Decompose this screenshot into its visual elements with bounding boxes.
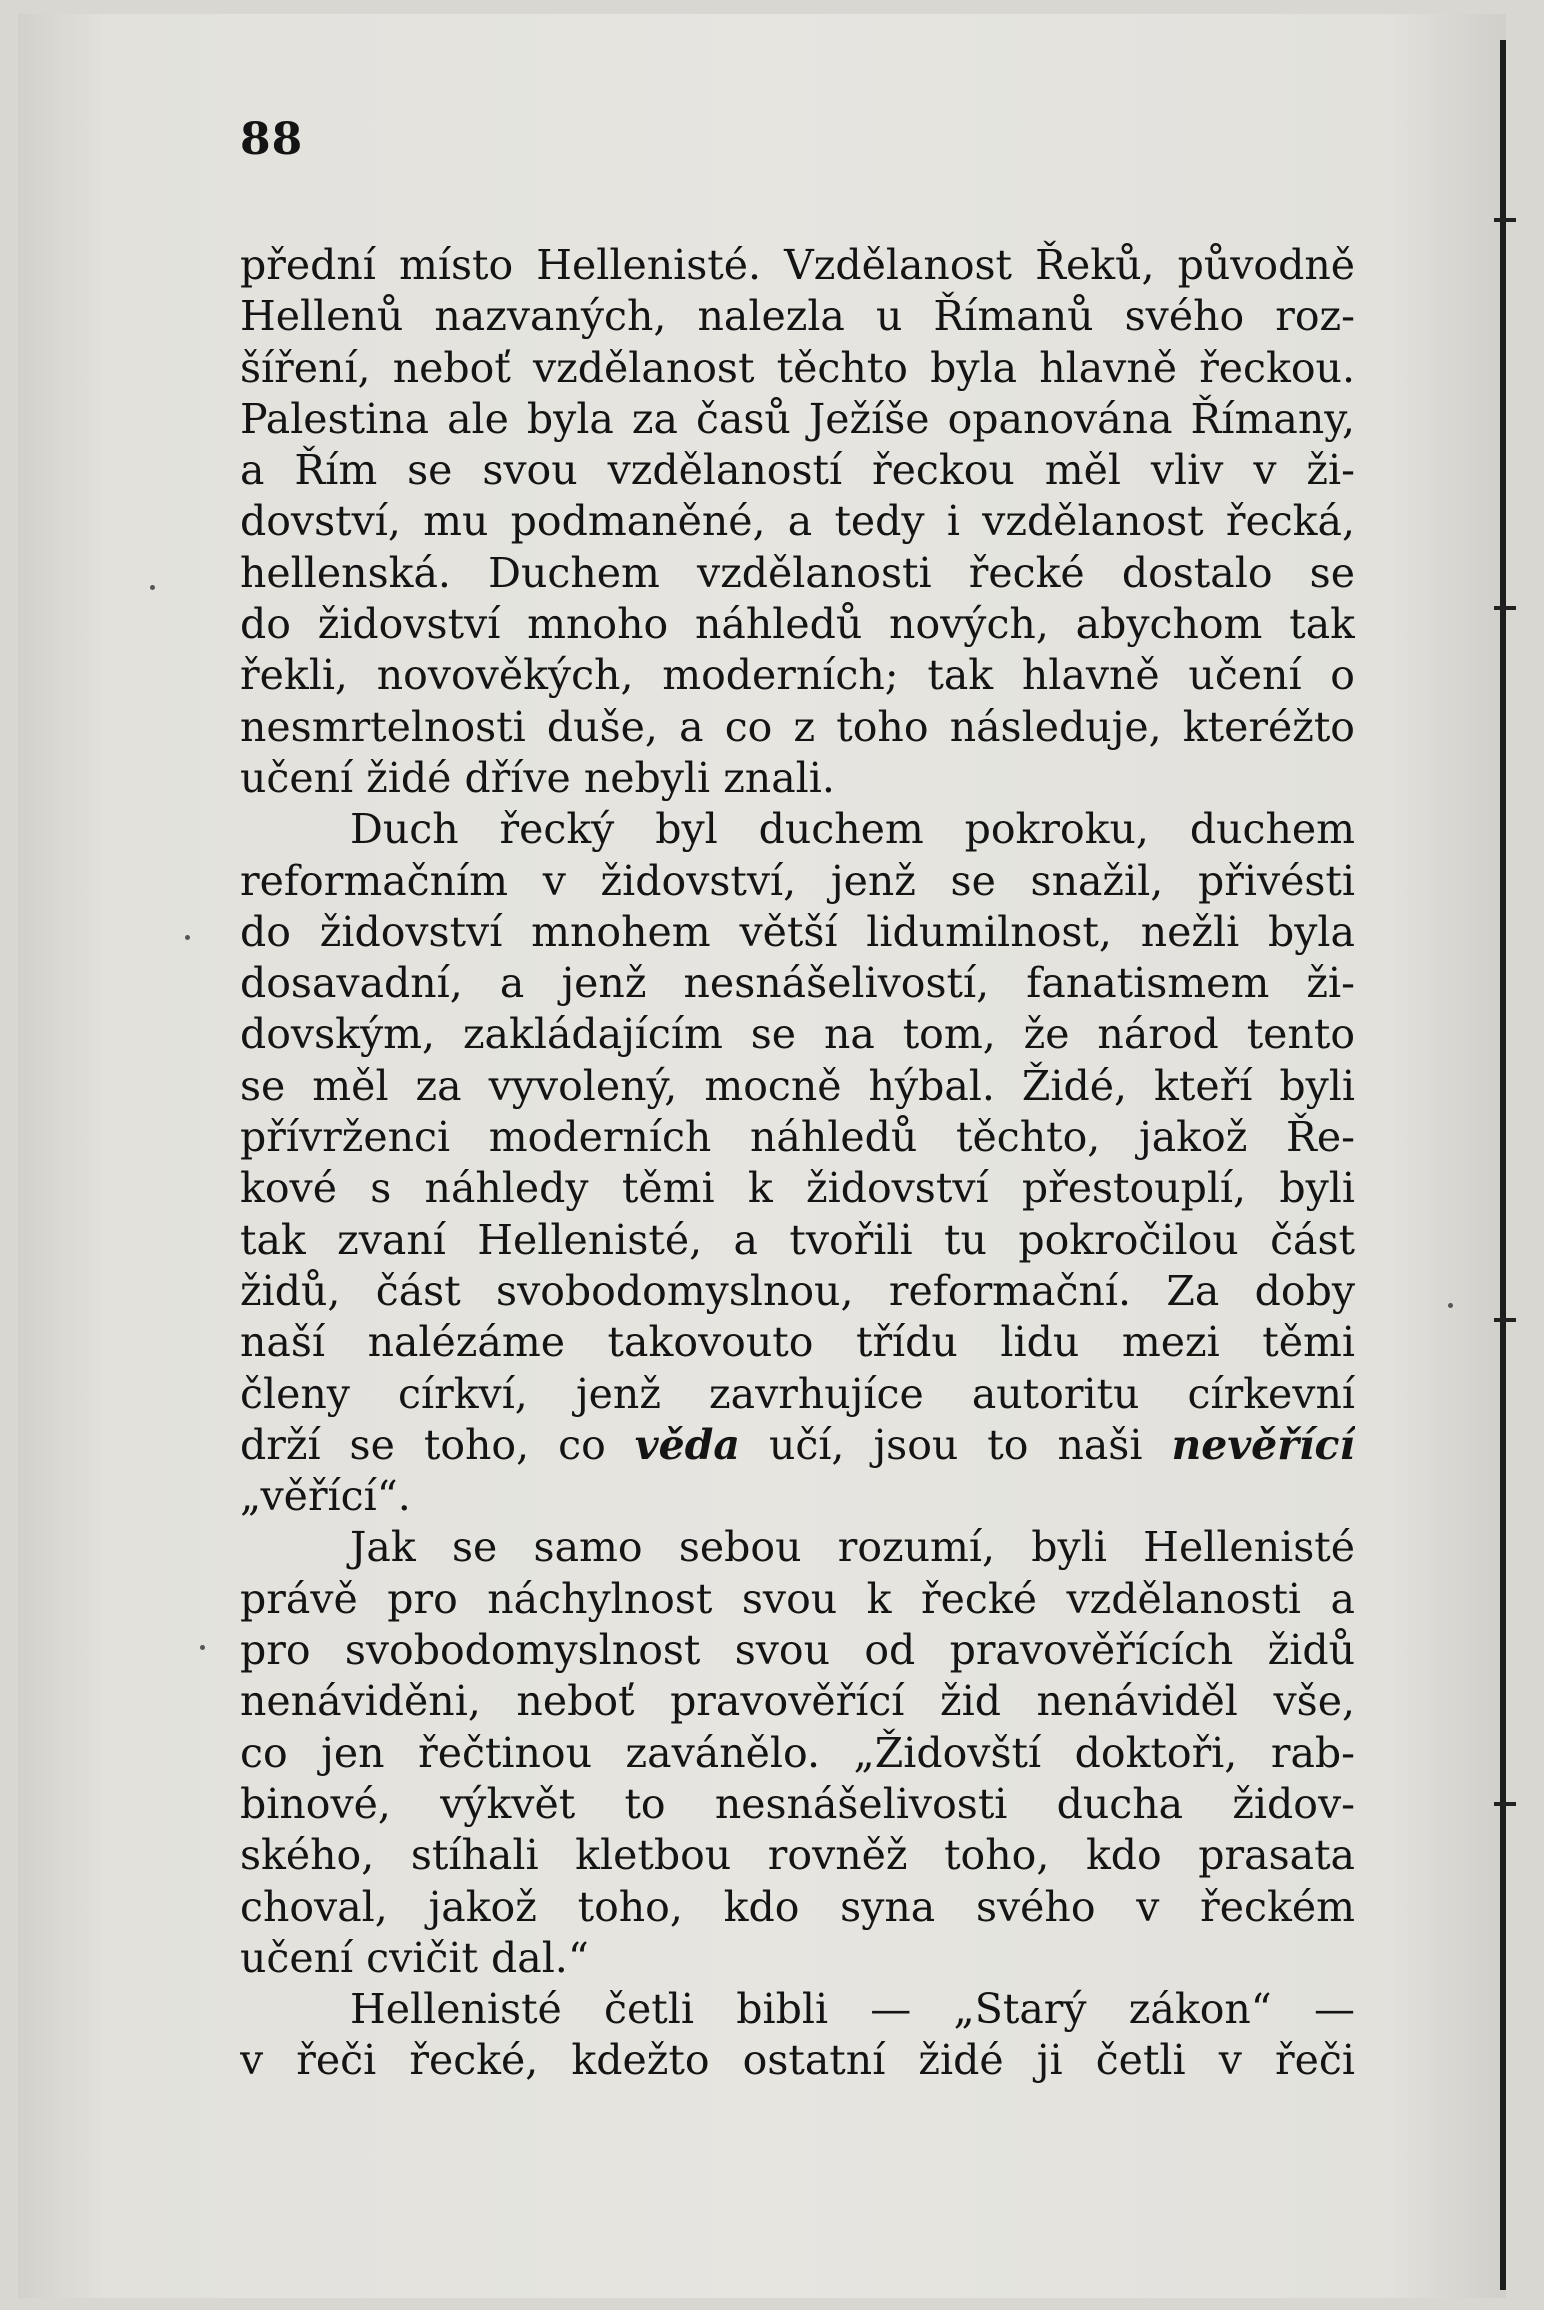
edge-mark (1494, 606, 1516, 610)
text-segment: drží se toho, co (240, 1420, 635, 1469)
text-line: tak zvaní Hellenisté, a tvořili tu pokročilou část (240, 1215, 1355, 1264)
text-line: naší nalézáme takovouto třídu lidu mezi těmi (240, 1318, 1355, 1367)
text-line: přívrženci moderních náhledů těchto, jakož Ře- (240, 1113, 1355, 1162)
text-line: právě pro náchylnost svou k řecké vzdělanosti a (240, 1574, 1355, 1623)
text-line: Hellenů nazvaných, nalezla u Římanů svého roz- (240, 292, 1355, 341)
edge-mark (1494, 1802, 1516, 1806)
edge-mark (1494, 218, 1516, 222)
text-line: Palestina ale byla za časů Ježíše opanována Římany, (240, 394, 1355, 443)
text-line: binové, výkvět to nesnášelivosti ducha židov- (240, 1779, 1355, 1828)
text-line: ského, stíhali kletbou rovněž toho, kdo prasata (240, 1831, 1355, 1880)
italic-word: věda (634, 1420, 740, 1469)
text-line: „věřící“. (240, 1472, 411, 1521)
text-line-with-italics (240, 1420, 1355, 1471)
italic-word: nevěřící (1171, 1420, 1355, 1469)
text-line: učení židé dříve nebyli znali. (240, 753, 835, 802)
scan-speck (200, 1645, 205, 1650)
body-text (240, 240, 1355, 2087)
edge-mark (1494, 1318, 1516, 1322)
text-line: učení cvičit dal.“ (240, 1933, 589, 1982)
text-line: šíření, neboť vzdělanost těchto byla hlavně řeckou. (240, 343, 1355, 392)
text-line: členy církví, jenž zavrhujíce autoritu církevní (240, 1369, 1355, 1418)
scan-speck (1448, 1303, 1453, 1308)
text-line: nenáviděni, neboť pravověřící žid nenáviděl vše, (240, 1677, 1355, 1726)
scan-speck (185, 935, 190, 940)
page-edge-shadow (1500, 40, 1506, 2290)
scan-speck (150, 585, 155, 590)
text-line: do židovství mnoho náhledů nových, abychom tak (240, 600, 1355, 649)
text-line: dovství, mu podmaněné, a tedy i vzdělanost řecká, (240, 497, 1355, 546)
text-line: v řeči řecké, kdežto ostatní židé ji četli v řeči (240, 2036, 1355, 2085)
text-line: reformačním v židovství, jenž se snažil, přivésti (240, 856, 1355, 905)
text-line: choval, jakož toho, kdo syna svého v řeckém (240, 1882, 1355, 1931)
page-number: 88 (240, 114, 304, 165)
text-line: dovským, zakládajícím se na tom, že národ tento (240, 1010, 1355, 1059)
text-line: kové s náhledy těmi k židovství přestouplí, byli (240, 1164, 1355, 1213)
text-line: řekli, novověkých, moderních; tak hlavně učení o (240, 651, 1355, 700)
text-line: dosavadní, a jenž nesnášelivostí, fanatismem ži- (240, 959, 1355, 1008)
text-line: a Řím se svou vzdělaností řeckou měl vliv v ži- (240, 446, 1355, 495)
text-line: Hellenisté četli bibli — „Starý zákon“ — (350, 1985, 1355, 2034)
text-segment: učí, jsou to naši (739, 1420, 1172, 1469)
text-line: nesmrtelnosti duše, a co z toho následuje, kteréžto (240, 702, 1355, 751)
text-line: pro svobodomyslnost svou od pravověřících židů (240, 1626, 1355, 1675)
text-line: Jak se samo sebou rozumí, byli Hellenisté (350, 1523, 1355, 1572)
text-line: se měl za vyvolený, mocně hýbal. Židé, kteří byli (240, 1061, 1355, 1110)
text-line: co jen řečtinou zavánělo. „Židovští doktoři, rab- (240, 1728, 1355, 1777)
text-line: přední místo Hellenisté. Vzdělanost Řeků, původně (240, 241, 1355, 289)
text-line: do židovství mnohem větší lidumilnost, nežli byla (240, 907, 1355, 956)
text-line: hellenská. Duchem vzdělanosti řecké dostalo se (240, 548, 1355, 597)
text-line: židů, část svobodomyslnou, reformační. Za doby (240, 1266, 1355, 1315)
text-line: Duch řecký byl duchem pokroku, duchem (350, 805, 1355, 854)
